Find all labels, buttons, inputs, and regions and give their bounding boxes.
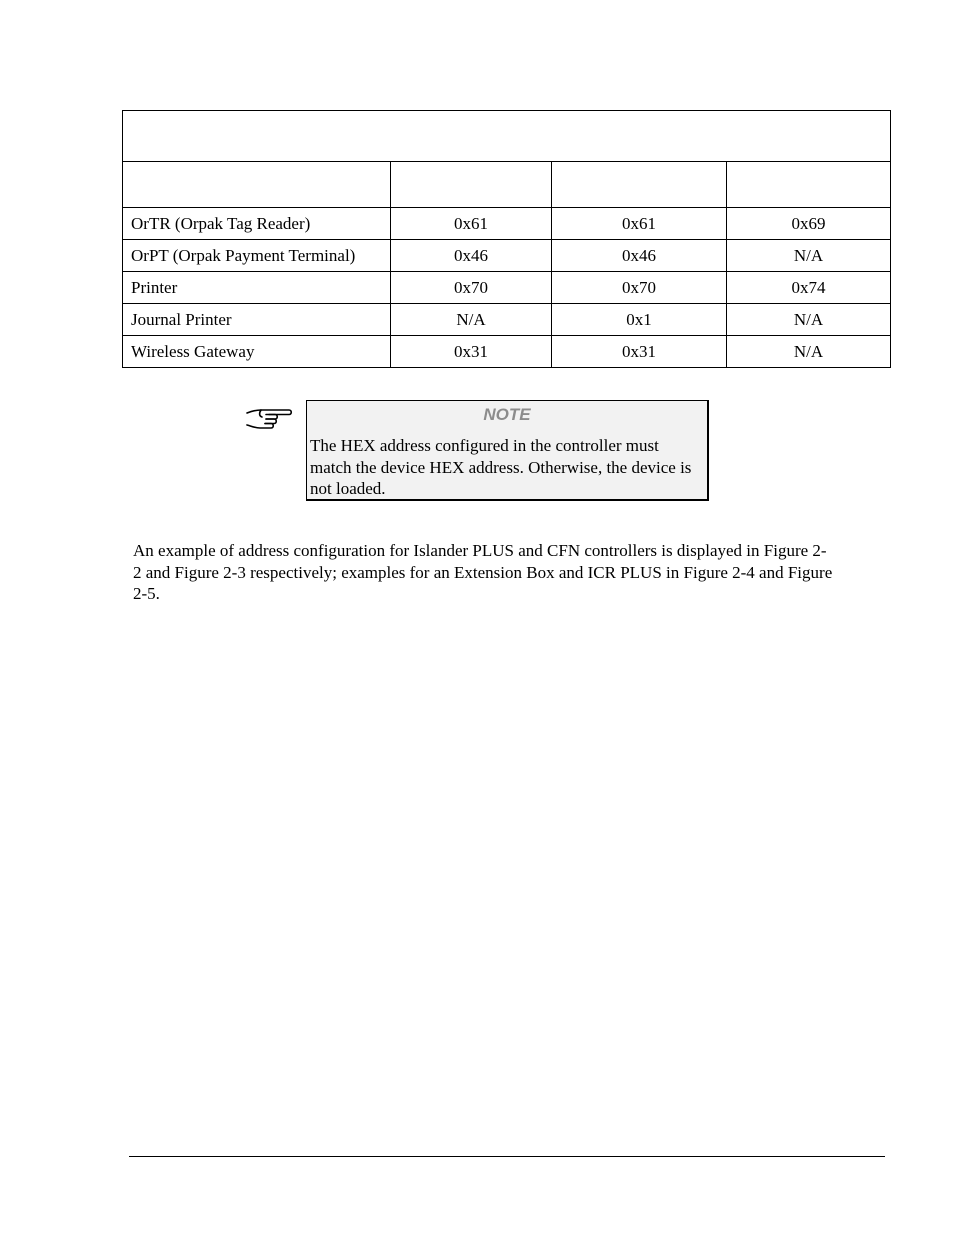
address-cell: N/A [727, 304, 891, 336]
table-title-row [123, 111, 891, 162]
device-name: Printer [123, 272, 391, 304]
address-cell: 0x61 [391, 208, 552, 240]
address-table [122, 110, 891, 368]
address-cell: 0x31 [552, 336, 727, 368]
address-cell: 0x46 [391, 240, 552, 272]
address-cell: 0x31 [391, 336, 552, 368]
address-cell: N/A [727, 336, 891, 368]
note-title: NOTE [483, 405, 531, 424]
address-cell: 0x1 [552, 304, 727, 336]
note-text: The HEX address configured in the controller must match the device HEX address. Otherwise, the device is not loaded. [310, 436, 692, 498]
column-header [123, 162, 391, 208]
address-cell: 0x74 [727, 272, 891, 304]
address-cell: 0x61 [552, 208, 727, 240]
body-paragraph: An example of address configuration for Islander PLUS and CFN controllers is displayed in Figure 2-2 and Figure 2-3 respectively; examples for an Extension Box and ICR PLUS in Figure 2-4 and Figure 2-5. [133, 541, 833, 603]
address-cell: 0x70 [552, 272, 727, 304]
device-name: Wireless Gateway [123, 336, 391, 368]
address-cell: 0x46 [552, 240, 727, 272]
address-cell: 0x70 [391, 272, 552, 304]
column-header [727, 162, 891, 208]
device-name: OrTR (Orpak Tag Reader) [123, 208, 391, 240]
device-name: OrPT (Orpak Payment Terminal) [123, 240, 391, 272]
address-cell: N/A [391, 304, 552, 336]
column-header [552, 162, 727, 208]
table-row [123, 272, 891, 304]
table-row [123, 336, 891, 368]
pointing-hand-icon [244, 402, 294, 436]
footer-divider [129, 1156, 885, 1157]
table-row [123, 304, 891, 336]
table-title [123, 111, 891, 162]
table-row [123, 208, 891, 240]
column-header [391, 162, 552, 208]
device-name: Journal Printer [123, 304, 391, 336]
table-row [123, 240, 891, 272]
table-header-row [123, 162, 891, 208]
address-cell: 0x69 [727, 208, 891, 240]
address-cell: N/A [727, 240, 891, 272]
note-box [306, 400, 709, 501]
